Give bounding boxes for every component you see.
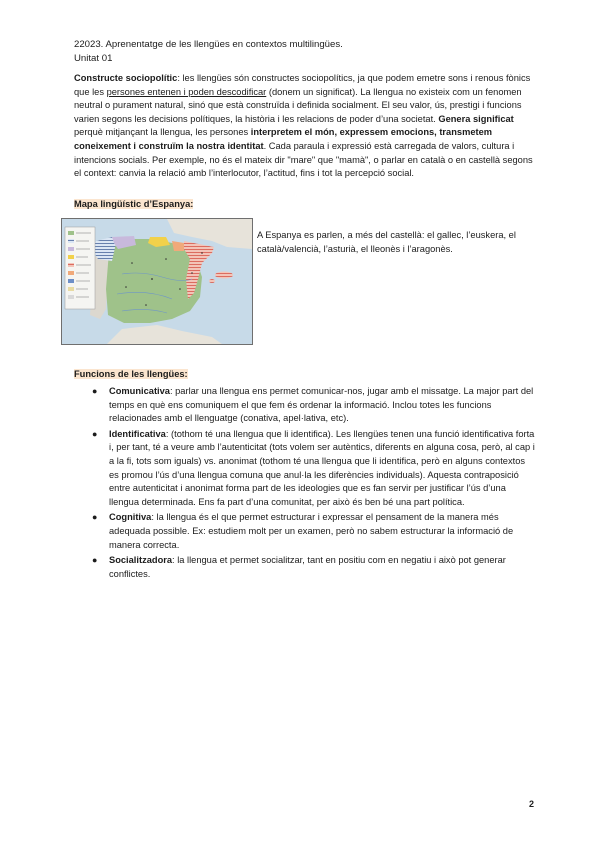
function-text: : (tothom té una llengua que li identifica). Les llengües tenen una funció identificativa forta i, per tant, té a veure amb l’autenticitat (tots volem ser autèntics, diferents en alguna cosa, però, al cap i a la fi, tots som iguals) vs. anonimat (tothom té una llengua que li identifica, però en alguns contextos es promou l’ús d’una llengua comuna que anul·la les diferències individuals). Aquesta contraposició entre autenticitat i anonimat forma part de les ideologies que es fan servir per justificar l’ús d’una llengua determinada. Ens fa part d’una comunitat, per això és ben bé una part política. [109, 428, 535, 507]
intro-text-3: perquè mitjançant la llengua, les persones [74, 127, 251, 138]
functions-list [92, 385, 536, 583]
function-term: Cognitiva [109, 512, 152, 523]
bullet-icon: ● [92, 386, 98, 396]
unit-label: Unitat 01 [74, 53, 113, 64]
function-text: : parlar una llengua ens permet comunicar-nos, jugar amb el missatge. La major part del temps en què ens comuniquem el que fem és ordenar la informació. Inclou totes les funcions relacionades amb el llenguatge (conativa, apel·lativa, etc). [109, 386, 534, 424]
africa-land [107, 325, 222, 344]
page-number: 2 [529, 799, 535, 809]
spain-language-map [61, 218, 253, 345]
intro-text-2: (donem un significat). La llengua no existeix com un fenomen neutral o purament natural, sinó que està construïda i definida socialment. El seu valor, ús, prestigi i funcions varien segons les decisions polítiques, la història i les relacions de poder d’una societat. [74, 86, 522, 124]
bullet-icon: ● [92, 428, 98, 439]
function-text: : la llengua és el que permet estructurar i expressar el pensament de la manera més adequada possible. Ex: estudiem molt per un examen, però no sabem estructurar la informació de manera correcta. [109, 512, 514, 550]
intro-bold-2: interpretem el món, expressem emocions, transmetem coneixement i construïm la nostra identitat [74, 127, 493, 151]
functions-heading-text: Funcions de les llengües: [74, 369, 188, 379]
function-text: : la llengua et permet socialitzar, tant en positiu com en negatiu i això pot generar conflictes. [109, 555, 506, 579]
function-term: Identificativa [109, 428, 166, 439]
function-term: Comunicativa [109, 386, 170, 396]
document-header [74, 38, 343, 66]
map-graphic [62, 219, 252, 344]
function-item-cognitiva [92, 511, 536, 552]
function-item-comunicativa [92, 385, 536, 426]
aragonese-area [172, 241, 184, 251]
map-caption: A Espanya es parlen, a més del castellà: el gallec, l’euskera, el català/valencià, l’asturià, el lleonès i l’aragonès. [257, 230, 516, 254]
intro-term: Constructe sociopolític [74, 73, 178, 83]
course-title: 22023. Aprenentatge de les llengües en contextos multilingües. [74, 39, 343, 50]
function-term: Socialitzadora [109, 555, 173, 566]
bullet-icon: ● [92, 555, 98, 566]
map-heading [74, 198, 193, 212]
function-item-identificativa [92, 428, 536, 510]
function-item-socialitzadora [92, 554, 536, 581]
intro-underlined: persones entenen i poden descodificar [106, 86, 267, 97]
map-heading-text: Mapa lingüístic d’Espanya: [74, 199, 194, 209]
intro-bold-1: Genera significat [438, 113, 514, 124]
intro-text-1: : les llengües són constructes sociopolítics, ja que podem emetre sons i renous fònics que les [74, 73, 531, 97]
intro-text-4: . Cada paraula i expressió està carregada de valors, cultura i intencions socials. Per exemple, no és el mateix dir "mare" que "mamà", o parlar en català o en castellà segons el context: canvia la relació amb l’interlocutor, l’actitud, fins i tot la percepció social. [74, 140, 533, 179]
balearic-islands [215, 272, 233, 279]
functions-heading [74, 368, 188, 382]
intro-paragraph [74, 72, 536, 181]
bullet-icon: ● [92, 512, 98, 523]
